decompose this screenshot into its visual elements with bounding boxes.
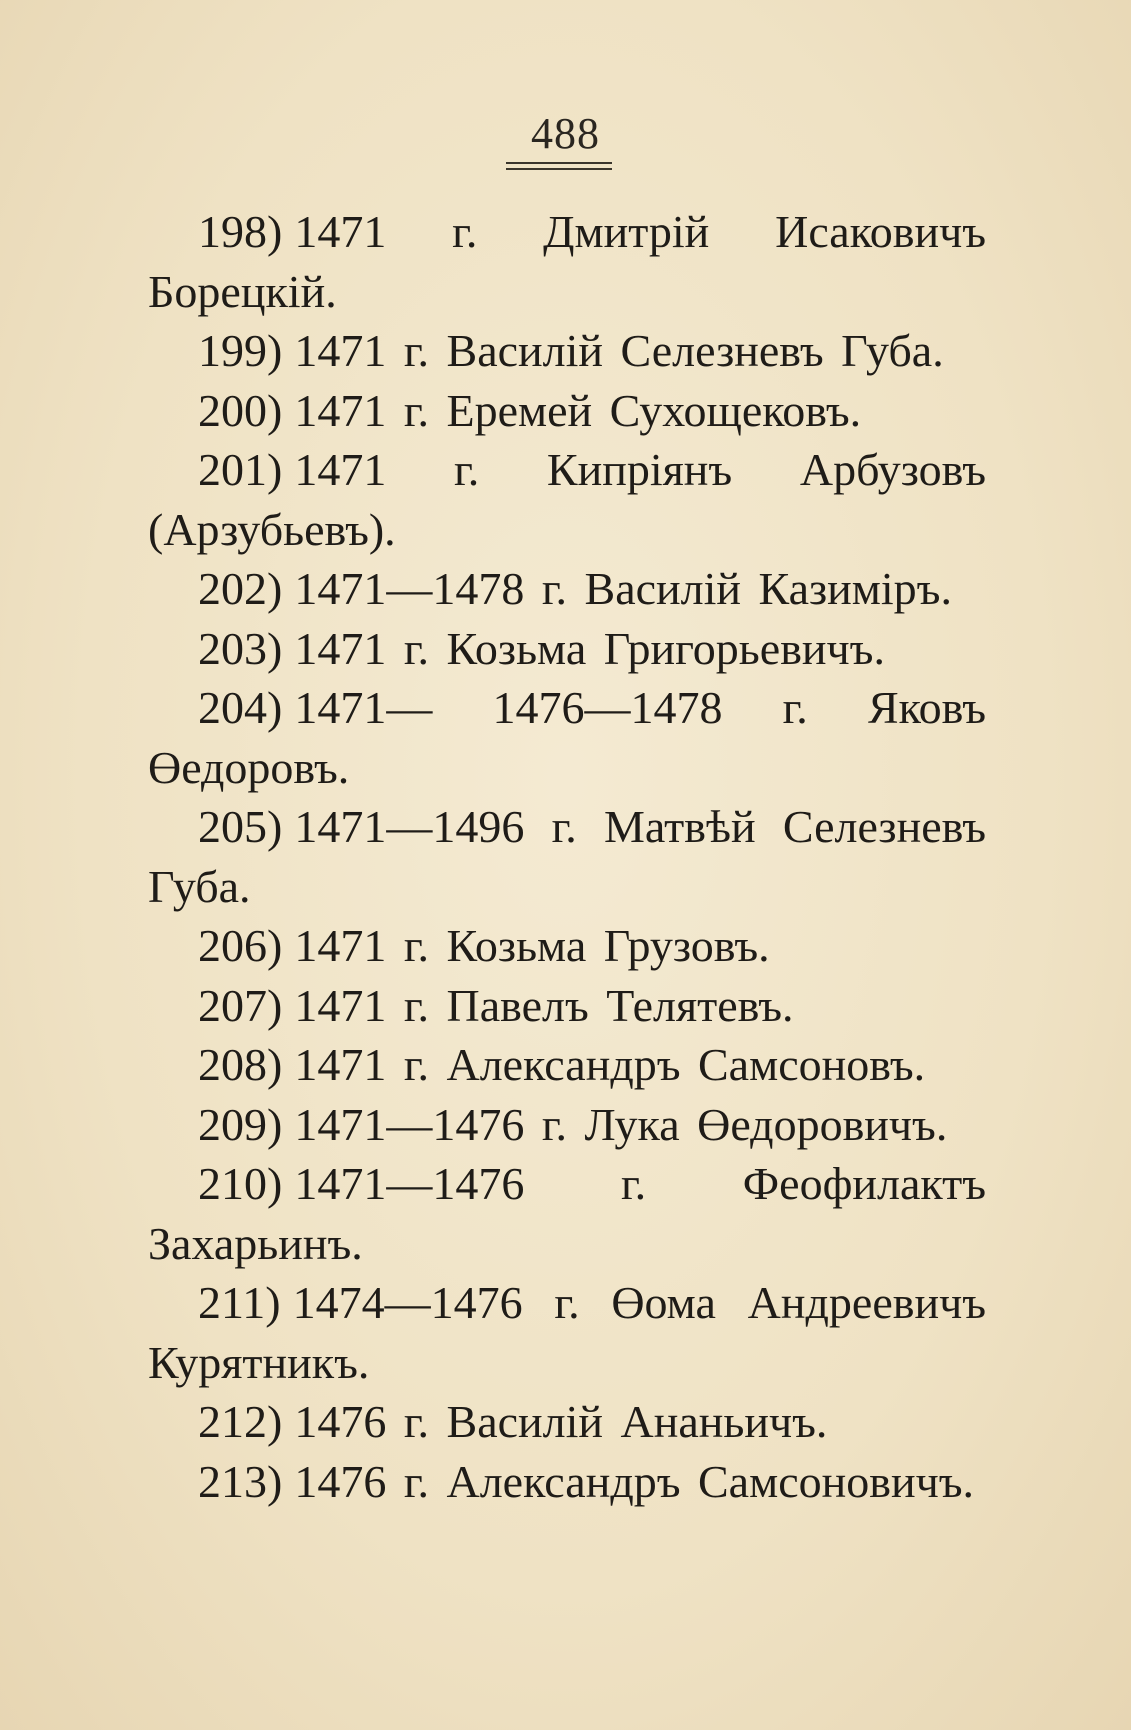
list-entry-210 bbox=[148, 1154, 986, 1273]
list-entry-202 bbox=[148, 559, 986, 619]
list-entry-207 bbox=[148, 976, 986, 1036]
entry-text: 1474—1476 г. Өома Андреевичъ Курятникъ. bbox=[148, 1277, 986, 1388]
entry-text: 1471—1478 г. Василій Казиміръ. bbox=[294, 563, 952, 614]
list-entry-198 bbox=[148, 202, 986, 321]
entry-text: 1476 г. Василій Ананьичъ. bbox=[294, 1396, 828, 1447]
entry-number: 200) bbox=[198, 384, 283, 436]
entry-number: 206) bbox=[198, 920, 283, 971]
entry-text: 1471—1476 г. Феофилактъ Захарьинъ. bbox=[148, 1158, 986, 1269]
list-entry-199 bbox=[148, 321, 986, 381]
entry-text: 1471 г. Василій Селезневъ Губа. bbox=[294, 325, 944, 376]
entry-text: 1471 г. Кипріянъ Арбузовъ (Арзубьевъ). bbox=[148, 444, 986, 555]
list-entry-209 bbox=[148, 1095, 986, 1155]
list-entry-211 bbox=[148, 1273, 986, 1392]
entry-number: 208) bbox=[198, 1039, 283, 1090]
list-entry-206 bbox=[148, 916, 986, 976]
entry-text: 1471—1476 г. Лука Өедоровичъ. bbox=[294, 1098, 948, 1150]
list-entry-213 bbox=[148, 1452, 986, 1512]
entry-number: 203) bbox=[198, 622, 283, 674]
list-entry-201 bbox=[148, 440, 986, 559]
list-entry-204 bbox=[148, 678, 986, 797]
entry-number: 202) bbox=[198, 563, 283, 614]
header-rule-top bbox=[506, 162, 612, 164]
entry-text: 1471 г. Дмитрій Исаковичъ Борецкій. bbox=[148, 206, 986, 317]
entry-number: 210) bbox=[198, 1158, 283, 1209]
entry-number: 199) bbox=[198, 325, 283, 376]
entry-text: 1471 г. Козьма Грузовъ. bbox=[294, 920, 770, 971]
entry-text: 1471 г. Александръ Самсоновъ. bbox=[294, 1039, 926, 1090]
entry-number: 211) bbox=[198, 1277, 281, 1328]
entry-text: 1471 г. Павелъ Телятевъ. bbox=[294, 979, 794, 1031]
entry-text: 1471 г. Еремей Сухощековъ. bbox=[294, 384, 862, 436]
entry-number: 207) bbox=[198, 979, 283, 1031]
entry-text: 1471—1496 г. Матвѣй Селезневъ Губа. bbox=[148, 801, 986, 912]
list-entry-208 bbox=[148, 1035, 986, 1095]
list-entry-212 bbox=[148, 1392, 986, 1452]
entry-number: 212) bbox=[198, 1396, 283, 1447]
entry-list bbox=[148, 202, 986, 1511]
list-entry-203 bbox=[148, 619, 986, 679]
entry-number: 201) bbox=[198, 444, 283, 495]
entry-number: 213) bbox=[198, 1455, 283, 1507]
entry-number: 209) bbox=[198, 1098, 283, 1150]
entry-text: 1471— 1476—1478 г. Яковъ Өедоровъ. bbox=[148, 682, 986, 793]
page-number: 488 bbox=[531, 109, 600, 158]
entry-text: 1471 г. Козьма Григорьевичъ. bbox=[294, 622, 885, 674]
entry-number: 198) bbox=[198, 206, 283, 257]
header-rule-bottom bbox=[506, 168, 612, 170]
list-entry-200 bbox=[148, 381, 986, 441]
entry-text: 1476 г. Александръ Самсоновичъ. bbox=[294, 1455, 975, 1507]
entry-number: 204) bbox=[198, 682, 283, 733]
list-entry-205 bbox=[148, 797, 986, 916]
entry-number: 205) bbox=[198, 801, 283, 852]
